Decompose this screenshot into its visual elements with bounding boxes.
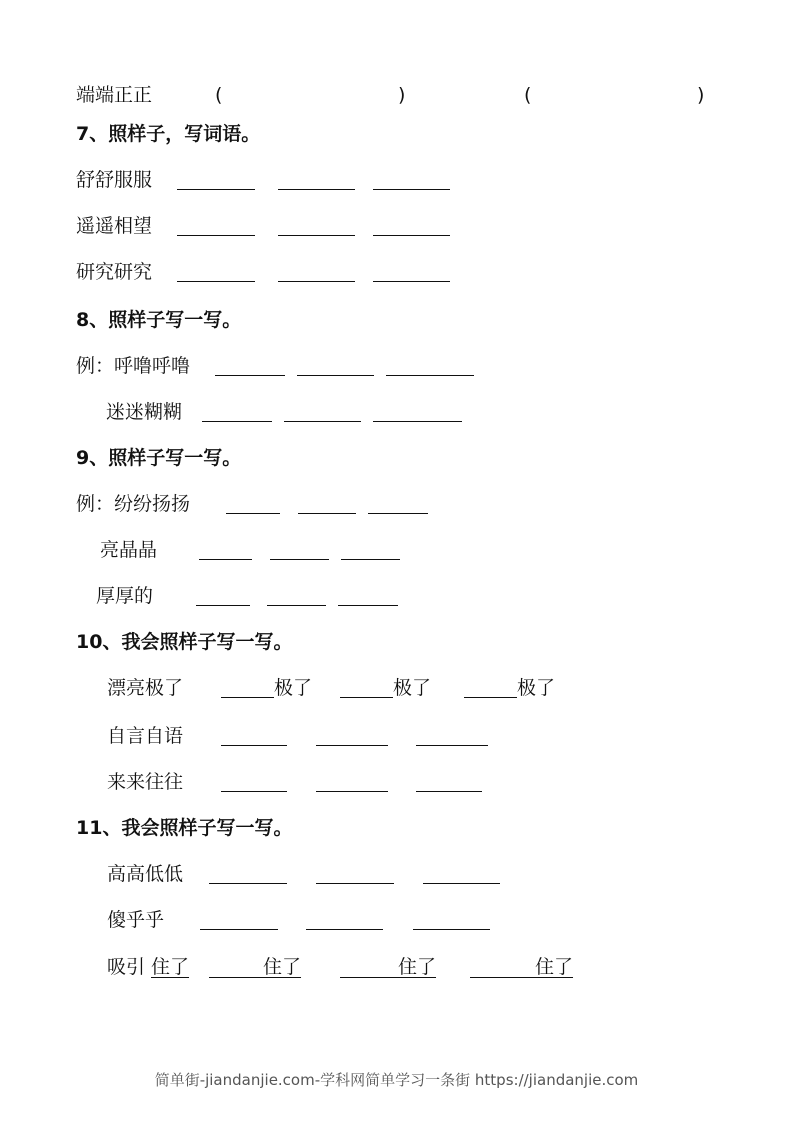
q11-word-2: 傻乎乎 [107,909,165,931]
q9-blank-3-3[interactable] [338,605,398,606]
q10-blank-3-2[interactable] [316,791,388,792]
q11-blank-1-3[interactable] [423,883,500,884]
q7-blank-2-1[interactable] [177,235,255,236]
q11-blank-2-3[interactable] [413,929,490,930]
word-duanduanzhengzheng: 端端正正 [76,84,153,106]
q8-word-1: 迷迷糊糊 [106,401,183,423]
page-footer: 简单街-jiandanjie.com-学科网简单学习一条街 https://jiandanjie.com [154,1071,639,1089]
q10-blank-2-1[interactable] [221,745,287,746]
paren-open-1: ( [215,84,223,106]
q10-example: 漂亮极了 [107,677,184,699]
q10-word-2: 来来往往 [107,771,184,793]
q10-blank-2-2[interactable] [316,745,388,746]
q7-blank-1-1[interactable] [177,189,255,190]
q9-blank-2-1[interactable] [199,559,252,560]
q8-blank-2-3[interactable] [373,421,462,422]
q11-last-example: 住了 [151,956,190,978]
q11-suffix-3: 住了 [535,956,574,978]
q10-blank-1-2[interactable] [340,697,393,698]
q9-blank-2-2[interactable] [270,559,329,560]
q8-example: 例：呼噜呼噜 [76,355,191,377]
q11-last-prefix: 吸引 [107,956,146,978]
q8-blank-2-1[interactable] [202,421,272,422]
q7-word-2: 遥遥相望 [76,215,153,237]
q9-title: 9、照样子写一写。 [76,447,242,469]
q11-word-1: 高高低低 [107,863,184,885]
q8-blank-1-1[interactable] [215,375,285,376]
q10-suffix-3: 极了 [517,677,556,699]
q10-blank-3-1[interactable] [221,791,287,792]
q10-suffix-2: 极了 [393,677,432,699]
q11-blank-2-1[interactable] [200,929,278,930]
q9-blank-3-1[interactable] [196,605,250,606]
q8-title: 8、照样子写一写。 [76,309,242,331]
q8-blank-1-3[interactable] [386,375,474,376]
q7-word-1: 舒舒服服 [76,169,153,191]
q10-word-1: 自言自语 [107,725,184,747]
q11-title: 11、我会照样子写一写。 [76,817,293,839]
q9-example: 例：纷纷扬扬 [76,493,191,515]
q7-title: 7、照样子，写词语。 [76,123,261,145]
q10-blank-2-3[interactable] [416,745,488,746]
paren-close-2: ) [697,84,705,106]
q9-word-1: 亮晶晶 [100,539,158,561]
q7-blank-3-3[interactable] [373,281,450,282]
q11-suffix-2: 住了 [398,956,437,978]
q7-blank-3-1[interactable] [177,281,255,282]
q7-blank-2-3[interactable] [373,235,450,236]
q7-blank-1-2[interactable] [278,189,355,190]
q11-blank-3-2[interactable] [340,977,398,978]
paren-close-1: ) [398,84,406,106]
q8-blank-2-2[interactable] [284,421,361,422]
q9-blank-1-2[interactable] [298,513,356,514]
q9-blank-3-2[interactable] [267,605,326,606]
q7-blank-2-2[interactable] [278,235,355,236]
paren-open-2: ( [524,84,532,106]
q7-blank-3-2[interactable] [278,281,355,282]
q11-blank-1-1[interactable] [209,883,287,884]
q9-blank-1-3[interactable] [368,513,428,514]
q10-suffix-1: 极了 [274,677,313,699]
q10-blank-1-3[interactable] [464,697,517,698]
q10-blank-3-3[interactable] [416,791,482,792]
q9-word-2: 厚厚的 [96,585,154,607]
q11-blank-3-3[interactable] [470,977,535,978]
q10-blank-1-1[interactable] [221,697,274,698]
q9-blank-2-3[interactable] [341,559,400,560]
q11-blank-1-2[interactable] [316,883,394,884]
q10-title: 10、我会照样子写一写。 [76,631,293,653]
q9-blank-1-1[interactable] [226,513,280,514]
q8-blank-1-2[interactable] [297,375,374,376]
q11-blank-2-2[interactable] [306,929,383,930]
q7-word-3: 研究研究 [76,261,153,283]
q7-blank-1-3[interactable] [373,189,450,190]
q11-blank-3-1[interactable] [209,977,263,978]
q11-suffix-1: 住了 [263,956,302,978]
